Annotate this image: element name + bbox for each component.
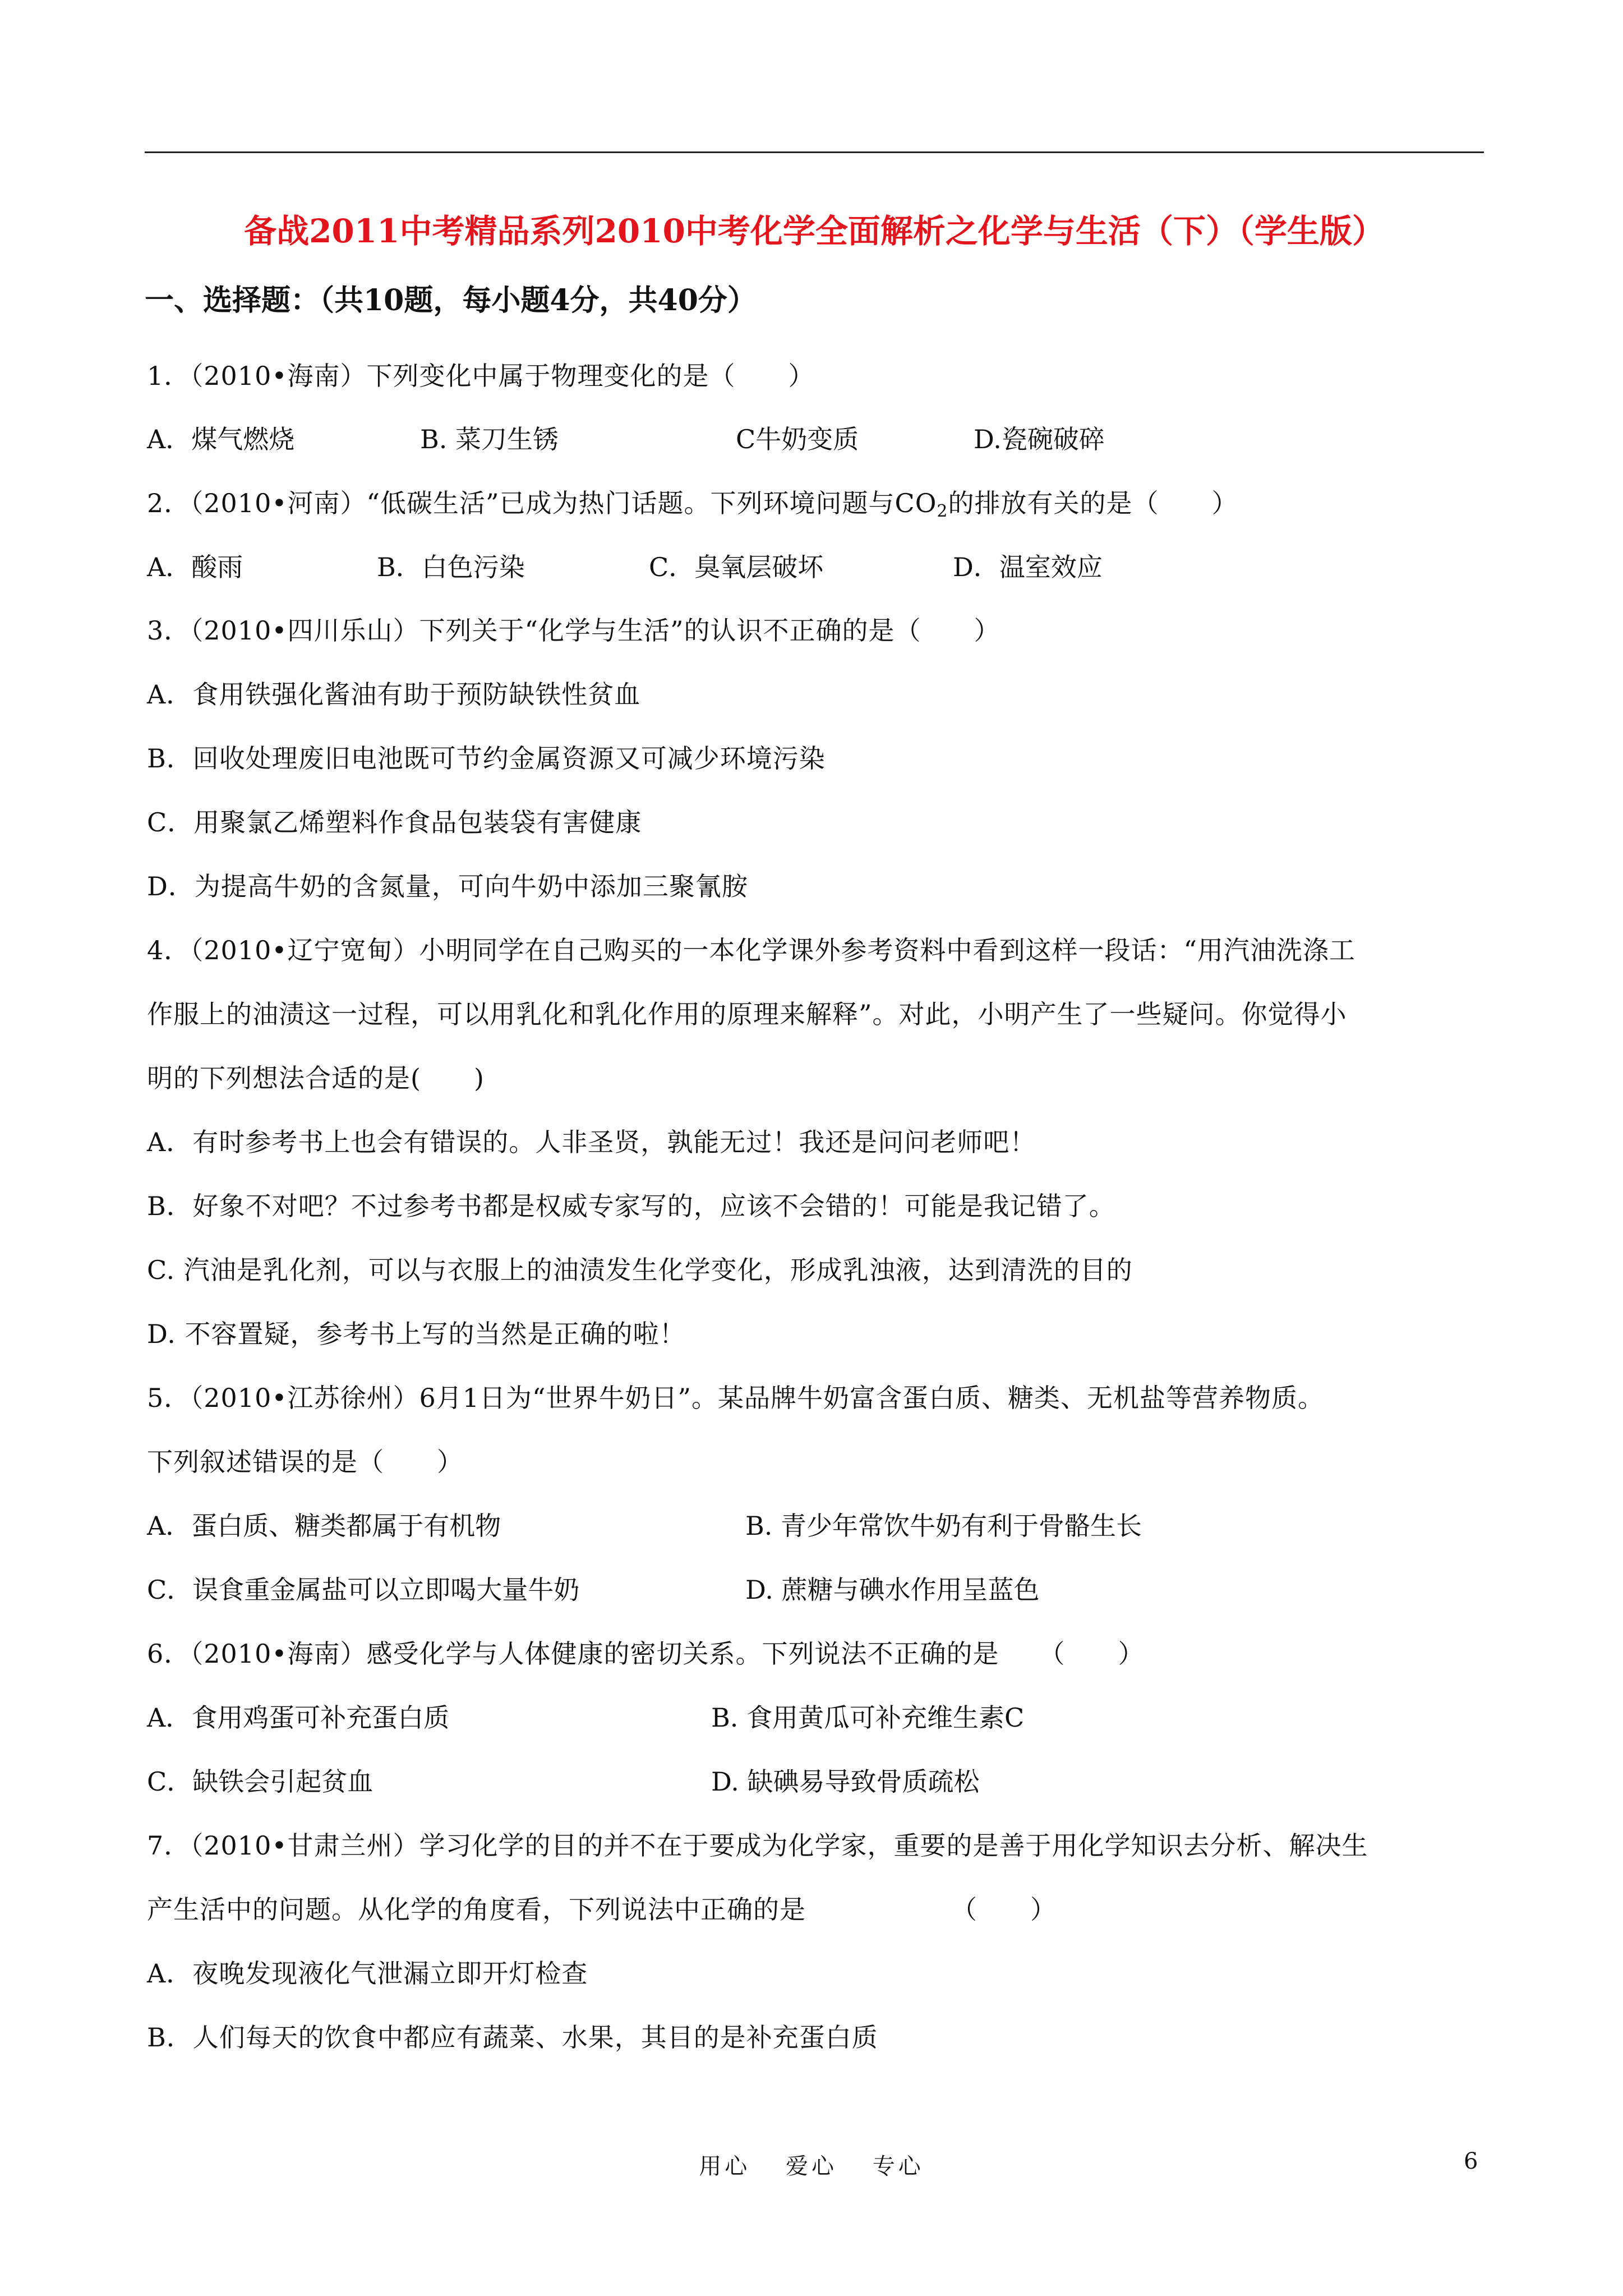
page-footer	[0, 2148, 1623, 2180]
question-3-option-c: C．用聚氯乙烯塑料作食品包装袋有害健康	[147, 807, 642, 838]
question-2-option-d: D．温室效应	[953, 552, 1103, 582]
question-1-option-a: A．煤气燃烧	[147, 424, 295, 454]
question-3-option-b: B．回收处理废旧电池既可节约金属资源又可减少环境污染	[147, 743, 826, 774]
footer-item: 爱心	[786, 2154, 837, 2179]
question-5-option-b: B. 青少年常饮牛奶有利于骨骼生长	[745, 1511, 1142, 1541]
question-5-option-c: C．误食重金属盐可以立即喝大量牛奶	[147, 1575, 580, 1605]
section-heading: 一、选择题：（共10题，每小题4分，共40分）	[145, 283, 757, 318]
question-1-option-b: B. 菜刀生锈	[420, 424, 559, 454]
footer-item: 专心	[872, 2154, 924, 2179]
header-rule	[145, 151, 1484, 153]
question-4-stem-line-3: 明的下列想法合适的是( )	[147, 1063, 485, 1093]
question-6-option-b: B. 食用黄瓜可补充维生素C	[711, 1703, 1025, 1733]
question-6-option-d: D. 缺碘易导致骨质疏松	[711, 1766, 980, 1797]
question-7-stem-line-2: 产生活中的问题。从化学的角度看，下列说法中正确的是 （ ）	[147, 1894, 1057, 1925]
question-3-option-a: A．食用铁强化酱油有助于预防缺铁性贫血	[147, 679, 641, 710]
question-5-option-a: A．蛋白质、糖类都属于有机物	[147, 1511, 501, 1541]
question-4-option-d: D. 不容置疑，参考书上写的当然是正确的啦！	[147, 1319, 686, 1349]
question-4-stem-line-1: 4．（2010•辽宁宽甸）小明同学在自己购买的一本化学课外参考资料中看到这样一段话：“用汽油洗涤工	[147, 935, 1355, 965]
question-4-option-c: C. 汽油是乳化剂，可以与衣服上的油渍发生化学变化，形成乳浊液，达到清洗的目的	[147, 1255, 1133, 1285]
question-4-option-a: A．有时参考书上也会有错误的。人非圣贤，孰能无过！我还是问问老师吧！	[147, 1127, 1036, 1157]
question-6-option-a: A．食用鸡蛋可补充蛋白质	[147, 1703, 450, 1733]
question-7-option-a: A．夜晚发现液化气泄漏立即开灯检查	[147, 1958, 588, 1989]
question-3-option-d: D．为提高牛奶的含氮量，可向牛奶中添加三聚氰胺	[147, 871, 748, 901]
question-1-option-d: D.瓷碗破碎	[974, 424, 1105, 454]
question-1-stem: 1．（2010•海南）下列变化中属于物理变化的是（ ）	[147, 361, 815, 391]
page-title: 备战2011中考精品系列2010中考化学全面解析之化学与生活（下）（学生版）	[244, 212, 1385, 250]
question-6-stem: 6．（2010•海南）感受化学与人体健康的密切关系。下列说法不正确的是 （ ）	[147, 1639, 1145, 1669]
question-2-stem-before: 2．（2010•河南）“低碳生活”已成为热门话题。下列环境问题与CO	[147, 488, 937, 518]
question-2-option-a: A．酸雨	[147, 552, 243, 582]
question-7-stem-line-1: 7．（2010•甘肃兰州）学习化学的目的并不在于要成为化学家，重要的是善于用化学知识去分析、解决生	[147, 1830, 1368, 1861]
question-3-stem: 3．（2010•四川乐山）下列关于“化学与生活”的认识不正确的是（ ）	[147, 615, 1000, 646]
question-6-option-c: C．缺铁会引起贫血	[147, 1766, 374, 1797]
question-5-stem-line-1: 5．（2010•江苏徐州）6月1日为“世界牛奶日”。某品牌牛奶富含蛋白质、糖类、无机盐等营养物质。	[147, 1383, 1325, 1413]
question-2-option-b: B．白色污染	[377, 552, 525, 582]
page-number: 6	[1464, 2148, 1478, 2174]
question-4-option-b: B．好象不对吧？不过参考书都是权威专家写的，应该不会错的！可能是我记错了。	[147, 1191, 1115, 1221]
question-4-stem-line-2: 作服上的油渍这一过程，可以用乳化和乳化作用的原理来解释”。对此，小明产生了一些疑问。你觉得小	[147, 999, 1347, 1029]
question-2-stem-after: 的排放有关的是（ ）	[948, 488, 1238, 518]
footer-item: 用心	[699, 2154, 751, 2179]
question-5-stem-line-2: 下列叙述错误的是（ ）	[147, 1447, 463, 1477]
co2-subscript: 2	[937, 501, 948, 521]
question-7-option-b: B．人们每天的饮食中都应有蔬菜、水果，其目的是补充蛋白质	[147, 2022, 878, 2053]
question-5-option-d: D. 蔗糖与碘水作用呈蓝色	[745, 1575, 1040, 1605]
question-2-stem	[147, 488, 1238, 522]
question-1-option-c: C牛奶变质	[736, 424, 859, 454]
question-2-option-c: C．臭氧层破坏	[649, 552, 824, 582]
